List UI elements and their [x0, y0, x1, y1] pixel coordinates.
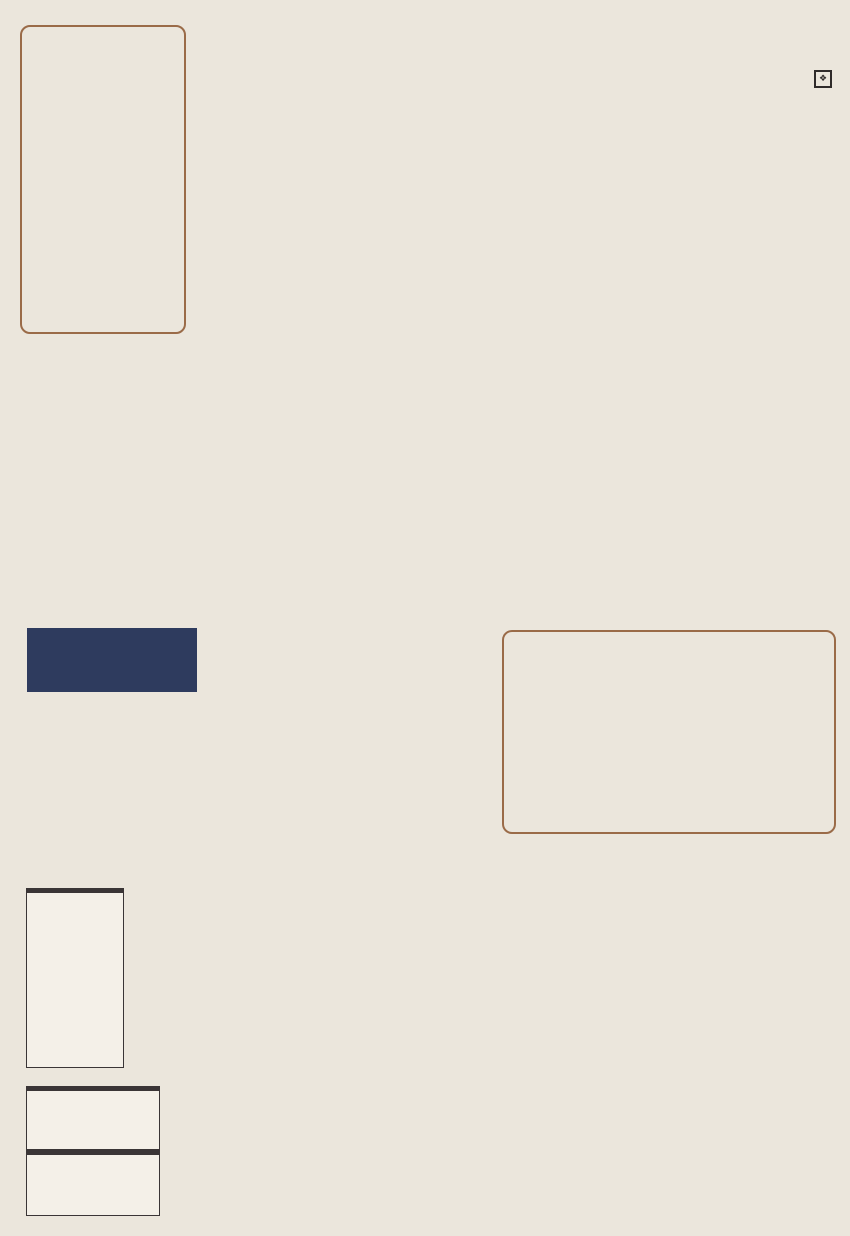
number-box: [26, 1150, 160, 1216]
menu-header: [806, 70, 840, 92]
food-origin-title: [27, 889, 123, 893]
shacha-featured-frame: [20, 25, 186, 334]
brand-logo: [27, 628, 197, 692]
food-origin-text: [27, 893, 35, 1051]
shacha2-featured-frame: [502, 630, 836, 834]
food-origin-box: [26, 888, 124, 1068]
activity-title: [27, 1087, 159, 1091]
activity-box: [26, 1086, 160, 1150]
number-title: [27, 1151, 159, 1155]
header-logo-icon: ❖: [814, 70, 832, 88]
